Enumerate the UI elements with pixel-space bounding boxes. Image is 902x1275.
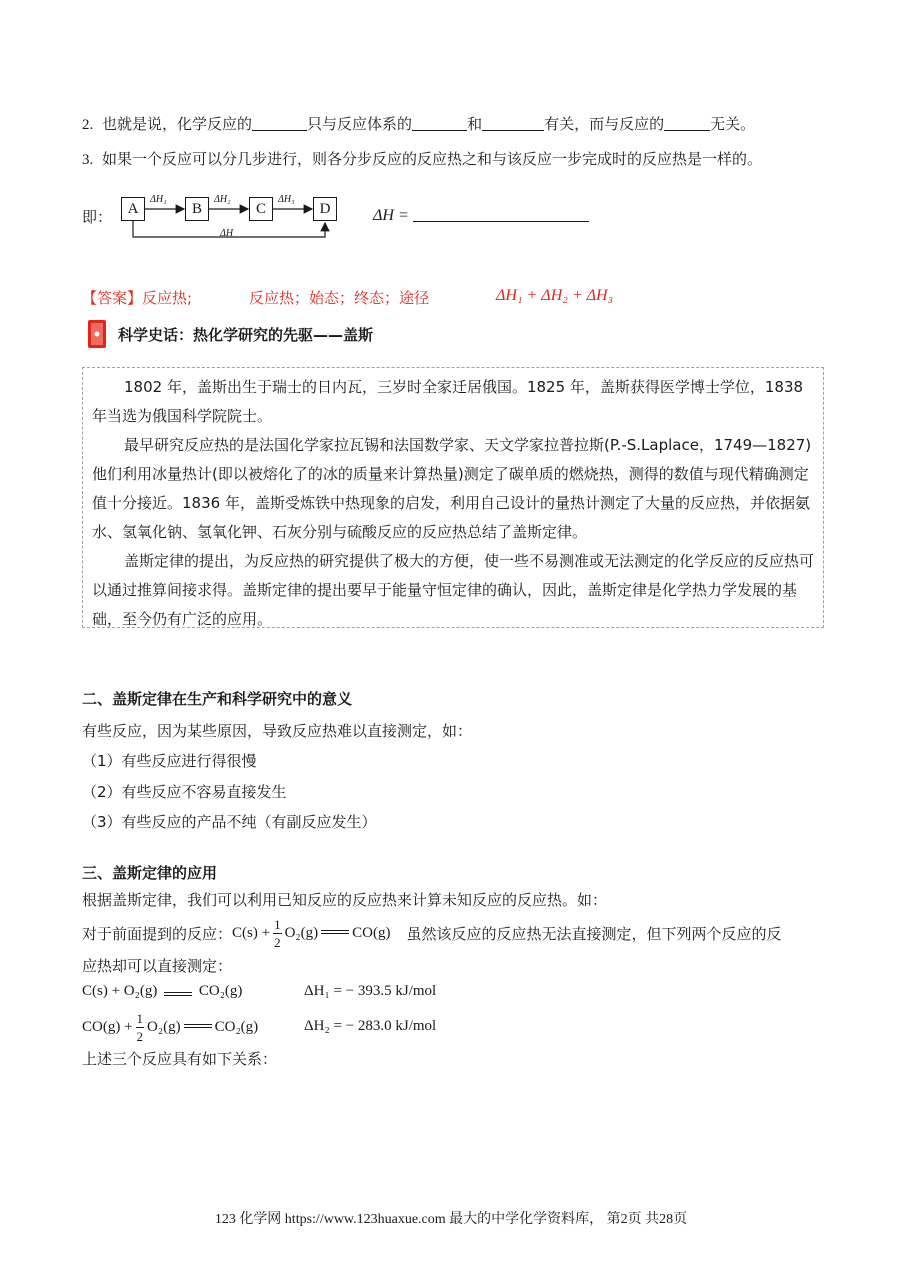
- state-box-c: C: [249, 197, 273, 221]
- answer-blank[interactable]: [482, 116, 544, 131]
- section-2-item: （3）有些反应的产品不纯（有副反应发生）: [82, 813, 377, 831]
- question-text-part: 也就是说，化学反应的: [102, 115, 253, 133]
- question-text-part: 只与反应体系的: [307, 115, 413, 133]
- history-paragraph-3: 盖斯定律的提出，为反应热的研究提供了极大的方便，使一些不易测准或无法测定的化学反应的反应热可以通过推算间接求得。盖斯定律的提出要早于能量守恒定律的确认，因此，盖斯定律是化学热力学发展的基础，至今仍有广泛的应用。: [92, 552, 815, 628]
- fill-in-question-2: [82, 113, 755, 134]
- arrow-label-dh: ΔH: [220, 228, 234, 239]
- answer-blank[interactable]: [412, 116, 467, 131]
- statement-text: 如果一个反应可以分几步进行，则各分步反应的反应热之和与该反应一步完成时的反应热是一样的。: [102, 150, 763, 168]
- delta-h-equation: [373, 207, 589, 225]
- section-3-heading: 三、盖斯定律的应用: [82, 864, 218, 882]
- reaction-2-product: CO₂(g): [214, 1018, 259, 1035]
- reaction-0-line: [82, 913, 781, 953]
- answer-blank[interactable]: [413, 207, 589, 222]
- delta-h-label: ΔH =: [373, 207, 409, 224]
- fraction-one-half: [273, 918, 282, 949]
- answer-line: [82, 287, 192, 308]
- question-text-part: 有关，而与反应的: [544, 115, 665, 133]
- statement-3: [82, 148, 762, 169]
- reaction-2-left: CO(g) +: [82, 1018, 133, 1035]
- history-content: [92, 373, 818, 634]
- reaction-0-o2: O₂(g): [284, 924, 319, 941]
- state-box-d: D: [313, 197, 337, 221]
- page-footer: 123 化学网 https://www.123huaxue.com 最大的中学化学资料库， 第2页 共28页: [214, 1212, 688, 1227]
- reaction-1-reactants: C(s) + O₂(g): [82, 983, 158, 999]
- section-2-intro: 有些反应，因为某些原因，导致反应热难以直接测定，如：: [82, 722, 473, 740]
- section-2-heading: 二、盖斯定律在生产和科学研究中的意义: [82, 690, 353, 708]
- reaction-0-product: CO(g): [352, 924, 391, 941]
- reaction-1-product: CO₂(g): [198, 983, 243, 999]
- section-2-item: （1）有些反应进行得很慢: [82, 752, 257, 770]
- state-box-a: A: [121, 197, 145, 221]
- state-box-b: B: [185, 197, 209, 221]
- statement-number: 3.: [82, 152, 94, 168]
- section-3-lead: 对于前面提到的反应：: [82, 924, 233, 943]
- book-icon: [88, 320, 106, 348]
- section-3-closing: 上述三个反应具有如下关系：: [82, 1050, 278, 1068]
- answer-blank[interactable]: [252, 116, 307, 131]
- answer-2: 反应热；始态；终态；途径: [249, 289, 430, 307]
- arrow-label-dh1: ΔH₁: [150, 194, 167, 205]
- question-text-part: 无关。: [710, 115, 756, 133]
- question-number: 2.: [82, 117, 94, 133]
- section-3-after: 虽然该反应的反应热无法直接测定，但下列两个反应的反: [406, 924, 782, 943]
- fraction-one-half: [136, 1012, 145, 1043]
- answer-3: ΔH₁ + ΔH₂ + ΔH₃: [496, 287, 614, 304]
- reaction-1: [82, 983, 242, 1000]
- reaction-0-left: C(s) +: [232, 924, 271, 941]
- history-paragraph-2: 最早研究反应热的是法国化学家拉瓦锡和法国数学家、天文学家拉普拉斯(P.-S.Laplace，1749—1827)他们利用冰量热计(即以被熔化了的冰的质量来计算热量)测定了碳单质的燃烧热，测得的数值与现代精确测定值十分接近。1836 年，盖斯受炼铁中热现象的启发，利用自己设计的量热计测定了大量的反应热，并依据氨水、氢氧化钠、氢氧化钾、石灰分别与硫酸反应的反应热总结了盖斯定律。: [92, 436, 812, 541]
- history-paragraph-1: 1802 年，盖斯出生于瑞士的日内瓦，三岁时全家迁居俄国。1825 年，盖斯获得医学博士学位，1838 年当选为俄国科学院院士。: [92, 378, 804, 425]
- question-text-part: 和: [467, 115, 483, 133]
- answer-label: 【答案】: [82, 289, 143, 307]
- answer-1: 反应热;: [142, 289, 193, 307]
- section-3-continuation: 应热却可以直接测定：: [82, 957, 233, 975]
- arrow-label-dh2: ΔH₂: [214, 194, 231, 205]
- reaction-2-enthalpy: ΔH₂ = − 283.0 kJ/mol: [304, 1018, 437, 1034]
- section-2-item: （2）有些反应不容易直接发生: [82, 783, 287, 801]
- fraction-numerator: 1: [274, 916, 281, 932]
- arrow-label-dh3: ΔH₃: [278, 194, 295, 205]
- fraction-denominator: 2: [136, 1028, 144, 1044]
- section-3-intro: 根据盖斯定律，我们可以利用已知反应的反应热来计算未知反应的反应热。如：: [82, 891, 608, 909]
- fraction-denominator: 2: [274, 934, 281, 950]
- diagram-prefix: 即：: [82, 208, 113, 226]
- fraction-numerator: 1: [136, 1010, 144, 1026]
- reaction-2: [82, 1007, 258, 1047]
- history-title: 科学史话：热化学研究的先驱——盖斯: [118, 326, 374, 344]
- answer-blank[interactable]: [664, 116, 710, 131]
- reaction-2-o2: O₂(g): [147, 1018, 181, 1035]
- reaction-1-enthalpy: ΔH₁ = − 393.5 kJ/mol: [304, 983, 437, 999]
